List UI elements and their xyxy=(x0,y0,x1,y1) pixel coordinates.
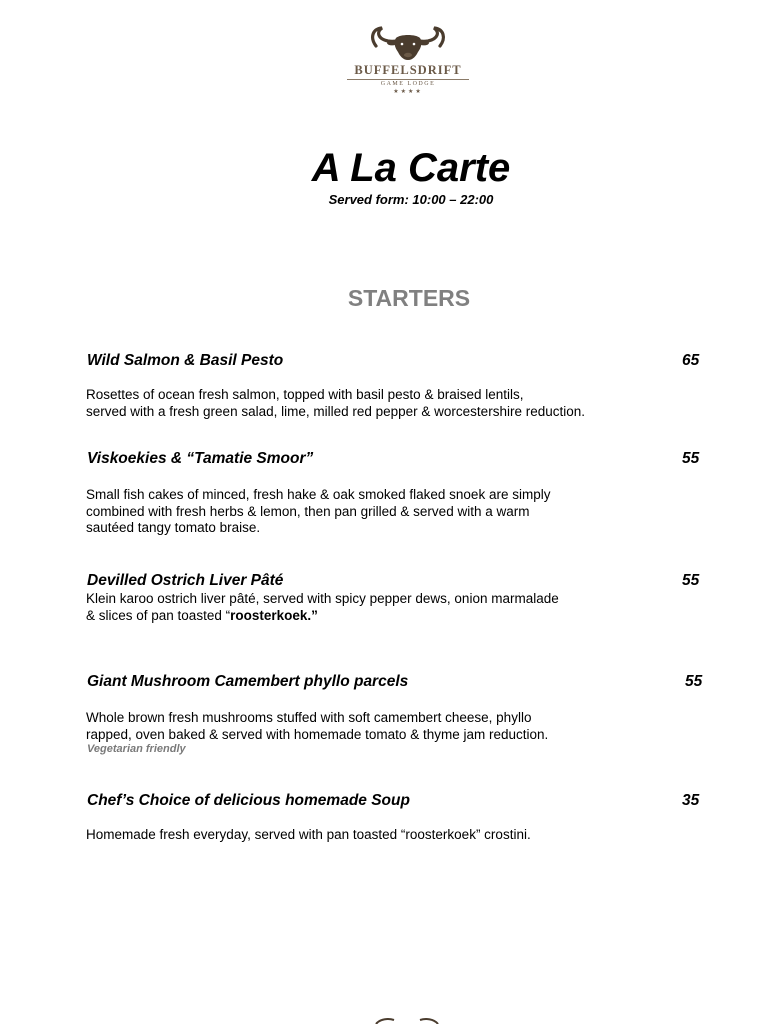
description-line: combined with fresh herbs & lemon, then pan grilled & served with a warm xyxy=(86,503,530,519)
menu-item-name: Viskoekies & “Tamatie Smoor” xyxy=(87,450,314,467)
logo-stars: ★★★★ xyxy=(393,89,423,95)
menu-item-name: Devilled Ostrich Liver Pâté xyxy=(87,572,284,589)
section-title: STARTERS xyxy=(347,285,471,311)
description-line: sautéed tangy tomato braise. xyxy=(86,520,261,535)
description-line: Small fish cakes of minced, fresh hake & oak smoked flaked snoek are simply xyxy=(86,487,551,502)
description-line: Rosettes of ocean fresh salmon, topped with basil pesto & braised lentils, xyxy=(86,387,524,402)
menu-item-description xyxy=(86,387,585,420)
logo-name: BUFFELSDRIFT xyxy=(354,63,462,77)
description-line: Homemade fresh everyday, served with pan toasted “roosterkoek” crostini. xyxy=(86,827,531,842)
menu-item-description xyxy=(86,487,550,537)
description-text: & slices of pan toasted “ xyxy=(86,607,231,623)
menu-item-price: 55 xyxy=(682,450,700,467)
logo-subtitle: GAME LODGE xyxy=(380,81,436,87)
description-line: Klein karoo ostrich liver pâté, served with spicy pepper dews, onion marmalade xyxy=(86,591,559,606)
page-title: A La Carte xyxy=(311,146,511,190)
lodge-logo xyxy=(344,26,472,102)
footer-logo-fragment-icon xyxy=(372,1016,442,1024)
description-line xyxy=(86,608,559,625)
menu-item-price: 65 xyxy=(682,352,700,369)
menu-item-price: 35 xyxy=(682,792,700,809)
served-hours: Served form: 10:00 – 22:00 xyxy=(328,192,494,207)
menu-item-description xyxy=(86,710,548,743)
vegetarian-note: Vegetarian friendly xyxy=(87,743,186,755)
menu-item-price: 55 xyxy=(682,572,700,589)
menu-item-description xyxy=(86,591,559,624)
menu-item-name: Chef’s Choice of delicious homemade Soup xyxy=(87,792,410,809)
menu-item-name: Giant Mushroom Camembert phyllo parcels xyxy=(87,673,409,690)
menu-item-description xyxy=(86,827,531,844)
description-line: rapped, oven baked & served with homemade tomato & thyme jam reduction. xyxy=(86,726,549,742)
menu-item-name: Wild Salmon & Basil Pesto xyxy=(87,352,284,369)
description-line: Whole brown fresh mushrooms stuffed with soft camembert cheese, phyllo xyxy=(86,710,532,725)
buffalo-head-icon xyxy=(366,26,450,62)
menu-item-price: 55 xyxy=(685,673,703,690)
description-bold: roosterkoek.” xyxy=(230,607,318,623)
description-line: served with a fresh green salad, lime, milled red pepper & worcestershire reduction. xyxy=(86,403,585,419)
